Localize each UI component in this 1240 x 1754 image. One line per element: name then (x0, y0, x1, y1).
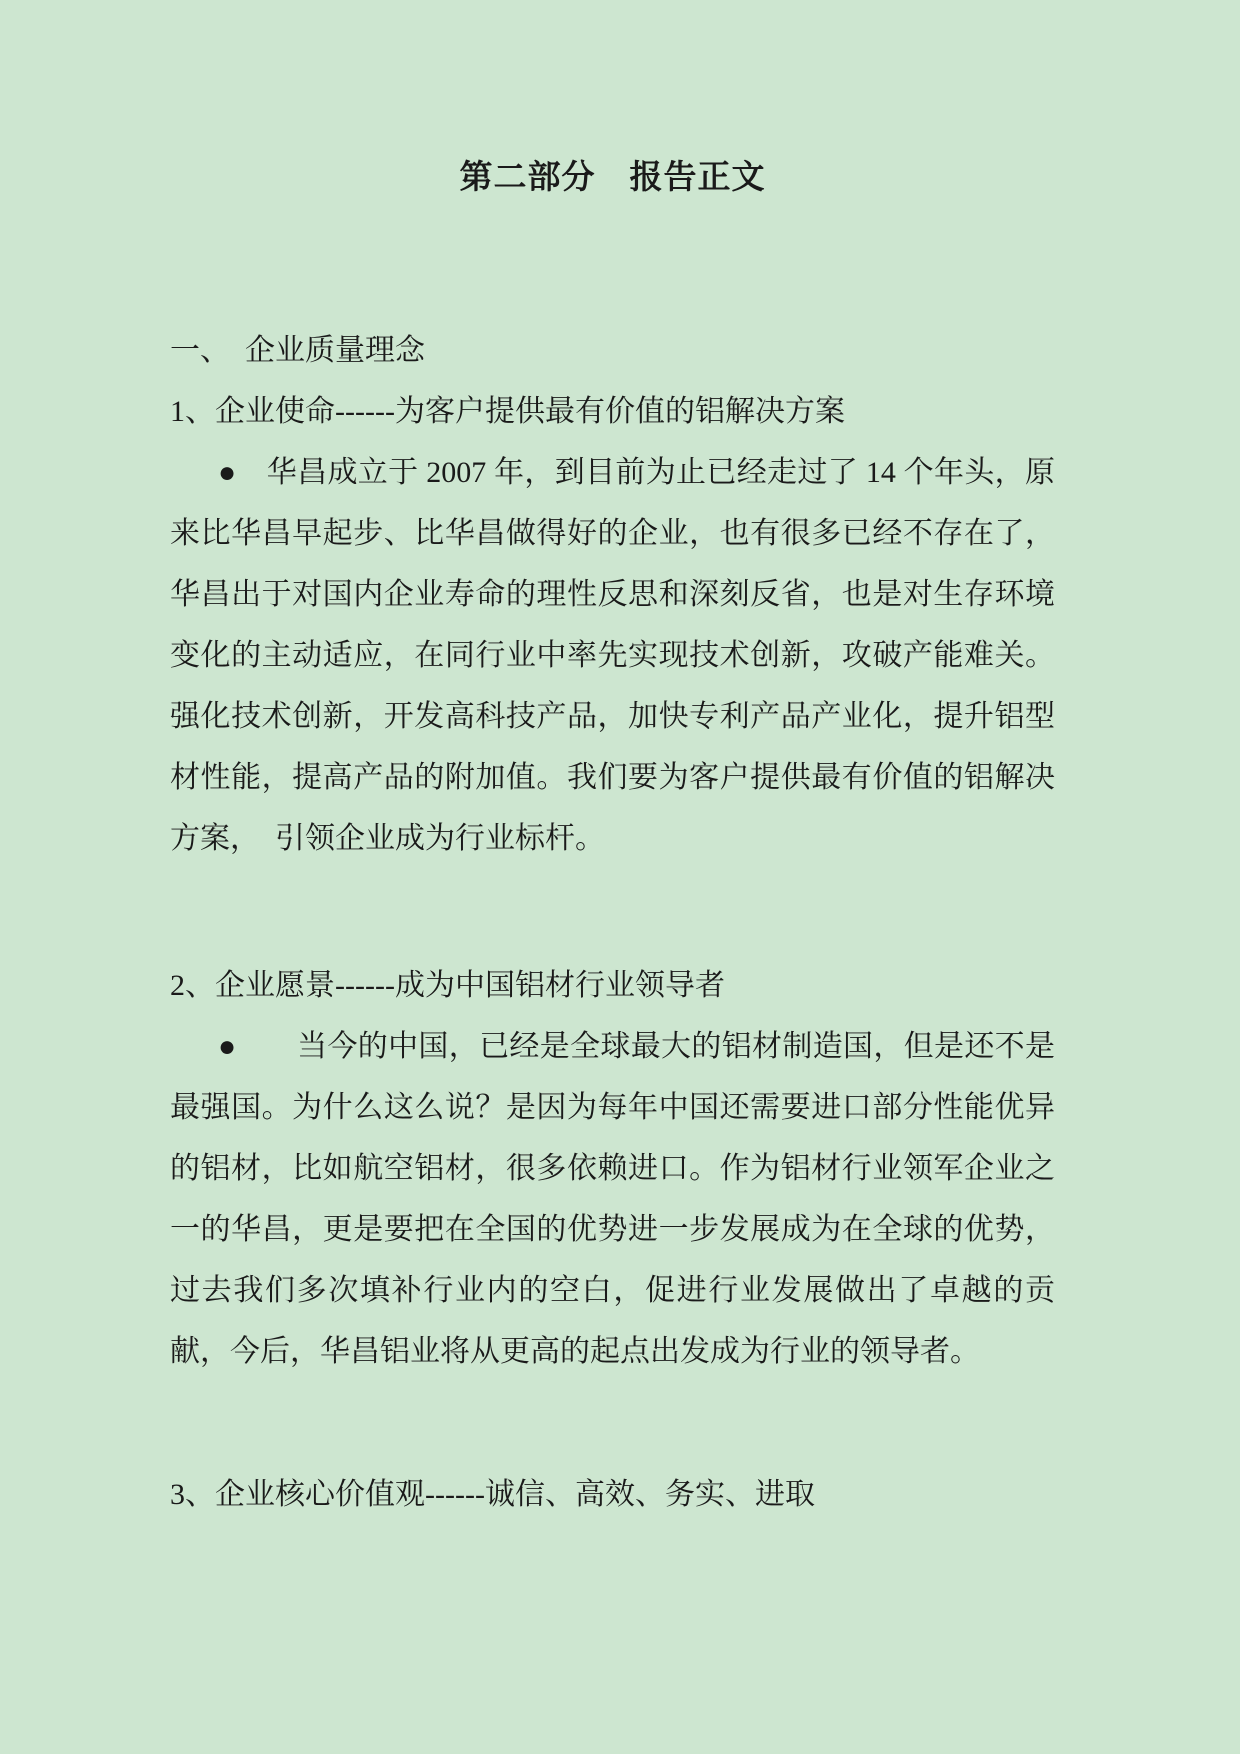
paragraph-mission-text: 华昌成立于 2007 年，到目前为止已经走过了 14 个年头，原来比华昌早起步、比华昌做得好的企业，也有很多已经不存在了，华昌出于对国内企业寿命的理性反思和深刻反省，也是对生存环境变化的主动适应，在同行业中率先实现技术创新，攻破产能难关。强化技术创新，开发高科技产品，加快专利产品产业化，提升铝型材性能，提高产品的附加值。我们要为客户提供最有价值的铝解决方案， 引领企业成为行业标杆。 (170, 456, 1055, 855)
paragraph-vision-text: 当今的中国，已经是全球最大的铝材制造国，但是还不是最强国。为什么这么说？是因为每年中国还需要进口部分性能优异的铝材，比如航空铝材，很多依赖进口。作为铝材行业领军企业之一的华昌，更是要把在全国的优势进一步发展成为在全球的优势，过去我们多次填补行业内的空白，促进行业发展做出了卓越的贡献，今后，华昌铝业将从更高的起点出发成为行业的领导者。 (170, 1030, 1055, 1368)
item-heading-mission: 1、企业使命------为客户提供最有价值的铝解决方案 (170, 395, 845, 428)
document-title: 第二部分 报告正文 (459, 160, 766, 196)
section-heading-quality-philosophy: 一、 企业质量理念 (170, 334, 425, 367)
blank-gap (170, 1382, 1055, 1464)
bullet-icon: ● (218, 1030, 237, 1063)
item-heading-vision: 2、企业愿景------成为中国铝材行业领导者 (170, 969, 725, 1002)
paragraph-mission (170, 442, 1055, 869)
paragraph-vision (170, 1016, 1055, 1382)
bullet-icon: ● (218, 456, 237, 489)
blank-gap (170, 869, 1055, 955)
item-heading-core-values: 3、企业核心价值观------诚信、高效、务实、进取 (170, 1478, 815, 1511)
